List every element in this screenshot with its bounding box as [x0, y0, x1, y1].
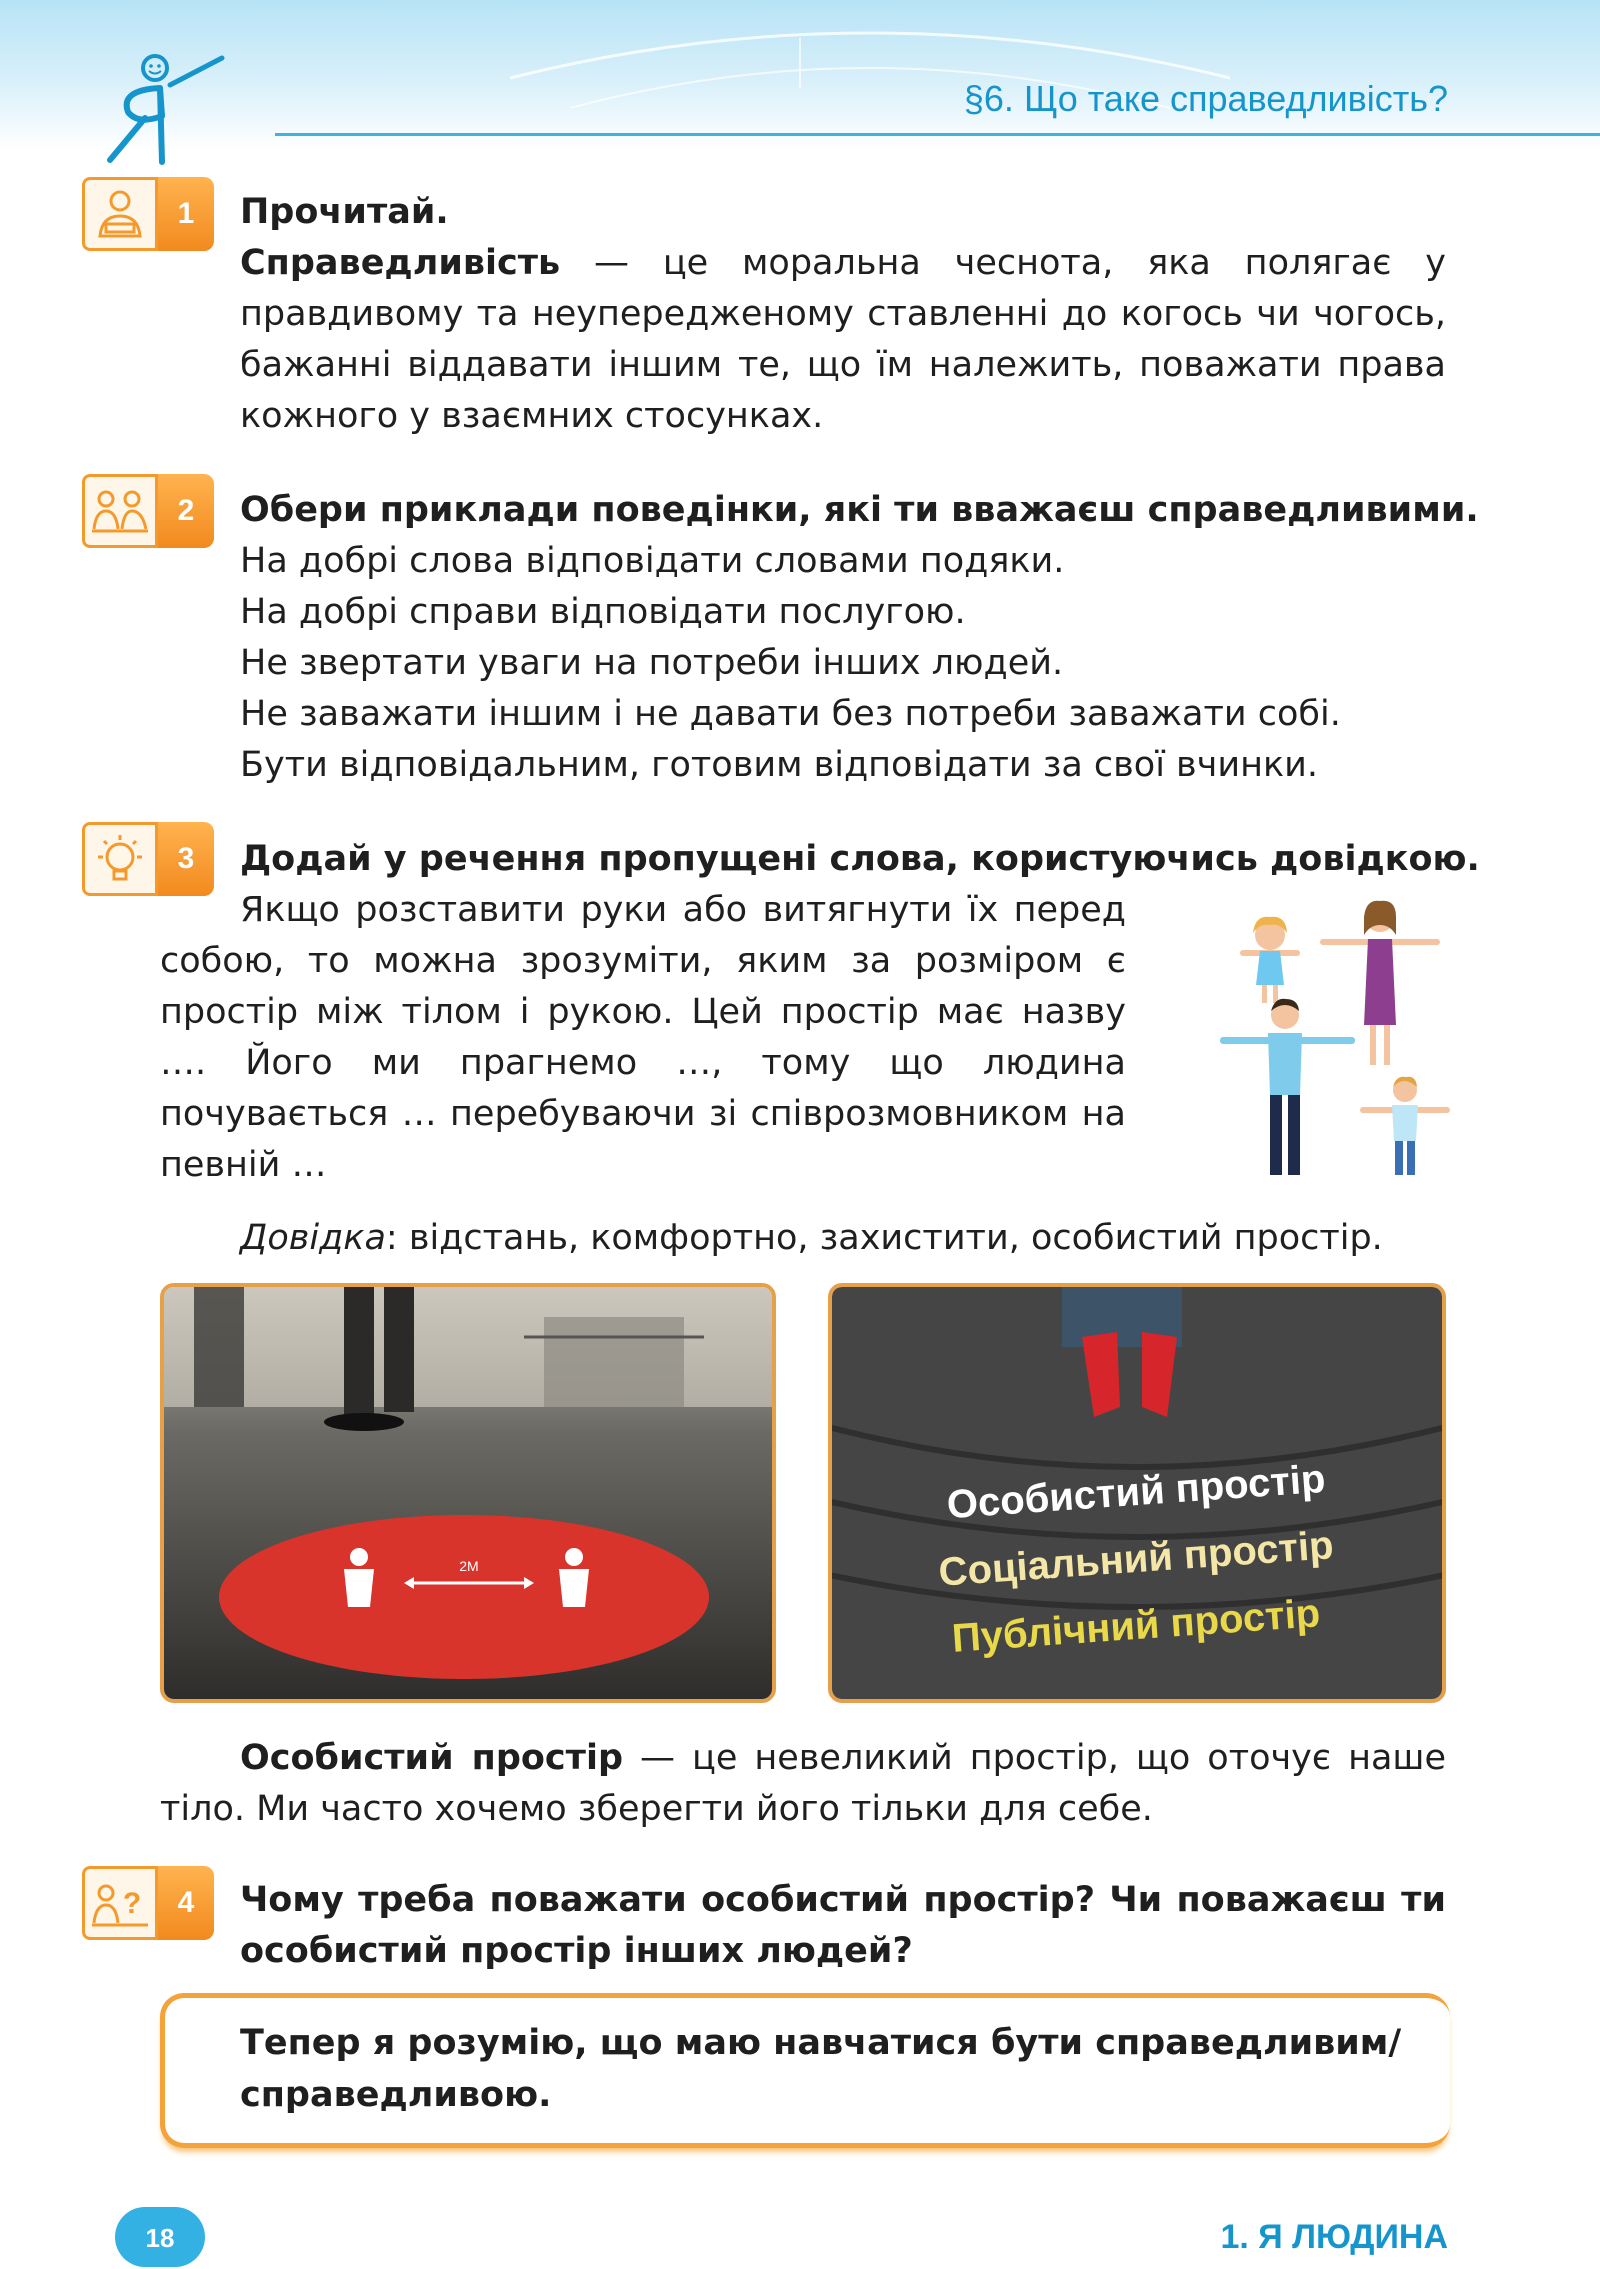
hint-line	[240, 1213, 1446, 1264]
behavior-item[interactable]: Не заважати іншим і не давати без потреби заважати собі.	[240, 694, 1341, 734]
task-3-title: Додай у речення пропущені слова, користуючись довідкою.	[240, 839, 1480, 879]
task-1-badge	[82, 177, 214, 255]
task-2-title: Обери приклади поведінки, які ти вважаєш справедливими.	[240, 490, 1479, 530]
behavior-item[interactable]: На добрі слова відповідати словами подяки.	[240, 541, 1065, 581]
task-2-badge	[82, 474, 214, 552]
personal-space-label: Особистий простір	[945, 1456, 1327, 1528]
fill-in-paragraph: Якщо розставити руки або витягнути їх перед собою, то можна зрозуміти, яким за розміром є простір між тілом і рукою. Цей простір має назву …. Його ми прагнемо …, тому що людина почувається … перебуваючи зі співрозмовником на певній …	[160, 890, 1126, 1185]
personal-space-term: Особистий простір	[240, 1738, 624, 1778]
personal-space-floor-photo	[828, 1283, 1446, 1703]
header-rule	[275, 133, 1600, 136]
task-number: 4	[158, 1866, 214, 1940]
personal-space-definition	[160, 1733, 1446, 1835]
distance-label: 2M	[459, 1558, 479, 1574]
man-figure	[1220, 999, 1355, 1175]
task-number: 1	[158, 177, 214, 251]
girl-figure	[1240, 917, 1300, 1003]
question-people-icon	[82, 1866, 158, 1940]
people-arms-illustration	[1220, 895, 1450, 1185]
hint-text: : відстань, комфортно, захистити, особистий простір.	[385, 1218, 1383, 1258]
justice-term: Справедливість	[240, 243, 561, 283]
chapter-title: 1. Я ЛЮДИНА	[1220, 2218, 1448, 2256]
hint-label: Довідка	[240, 1218, 386, 1258]
svg-text:?: ?	[122, 1887, 142, 1920]
task-4-title: Чому треба поважати особистий простір? Чи поважаєш ти особистий простір інших людей?	[240, 1880, 1446, 1971]
behavior-list	[240, 536, 1446, 791]
behavior-item[interactable]: На добрі справи відповідати послугою.	[240, 592, 966, 632]
personal-space-definition-text: — це невеликий простір, що оточує наше тіло. Ми часто хочемо зберегти його тільки для себе.	[160, 1738, 1446, 1829]
boy-figure	[1360, 1077, 1450, 1175]
conclusion-text: Тепер я розумію, що маю навчатися бути справедливим/ справедливою.	[240, 2023, 1402, 2115]
behavior-item[interactable]: Бути відповідальним, готовим відповідати за свої вчинки.	[240, 745, 1318, 785]
section-title: §6. Що таке справедливість?	[963, 78, 1448, 119]
ya-logo-icon	[100, 50, 225, 170]
task-number: 3	[158, 822, 214, 896]
people-choice-icon	[82, 474, 158, 548]
distance-floor-photo	[160, 1283, 776, 1703]
behavior-item[interactable]: Не звертати уваги на потреби інших людей.	[240, 643, 1064, 683]
justice-definition	[240, 238, 1446, 442]
justice-definition-text: — це моральна чеснота, яка полягає у правдивому та неупередженому ставленні до когось чи чогось, бажанні віддавати іншим те, що їм належить, поважати права кожного у взаємних стосунках.	[240, 243, 1446, 436]
task-number: 2	[158, 474, 214, 548]
reading-person-icon	[82, 177, 158, 251]
lightbulb-icon	[82, 822, 158, 896]
task-4-badge	[82, 1866, 214, 1944]
task-1-title: Прочитай.	[240, 192, 449, 232]
social-space-label: Соціальний простір	[937, 1523, 1335, 1595]
page-number: 18	[115, 2207, 205, 2267]
public-space-label: Публічний простір	[950, 1591, 1322, 1661]
